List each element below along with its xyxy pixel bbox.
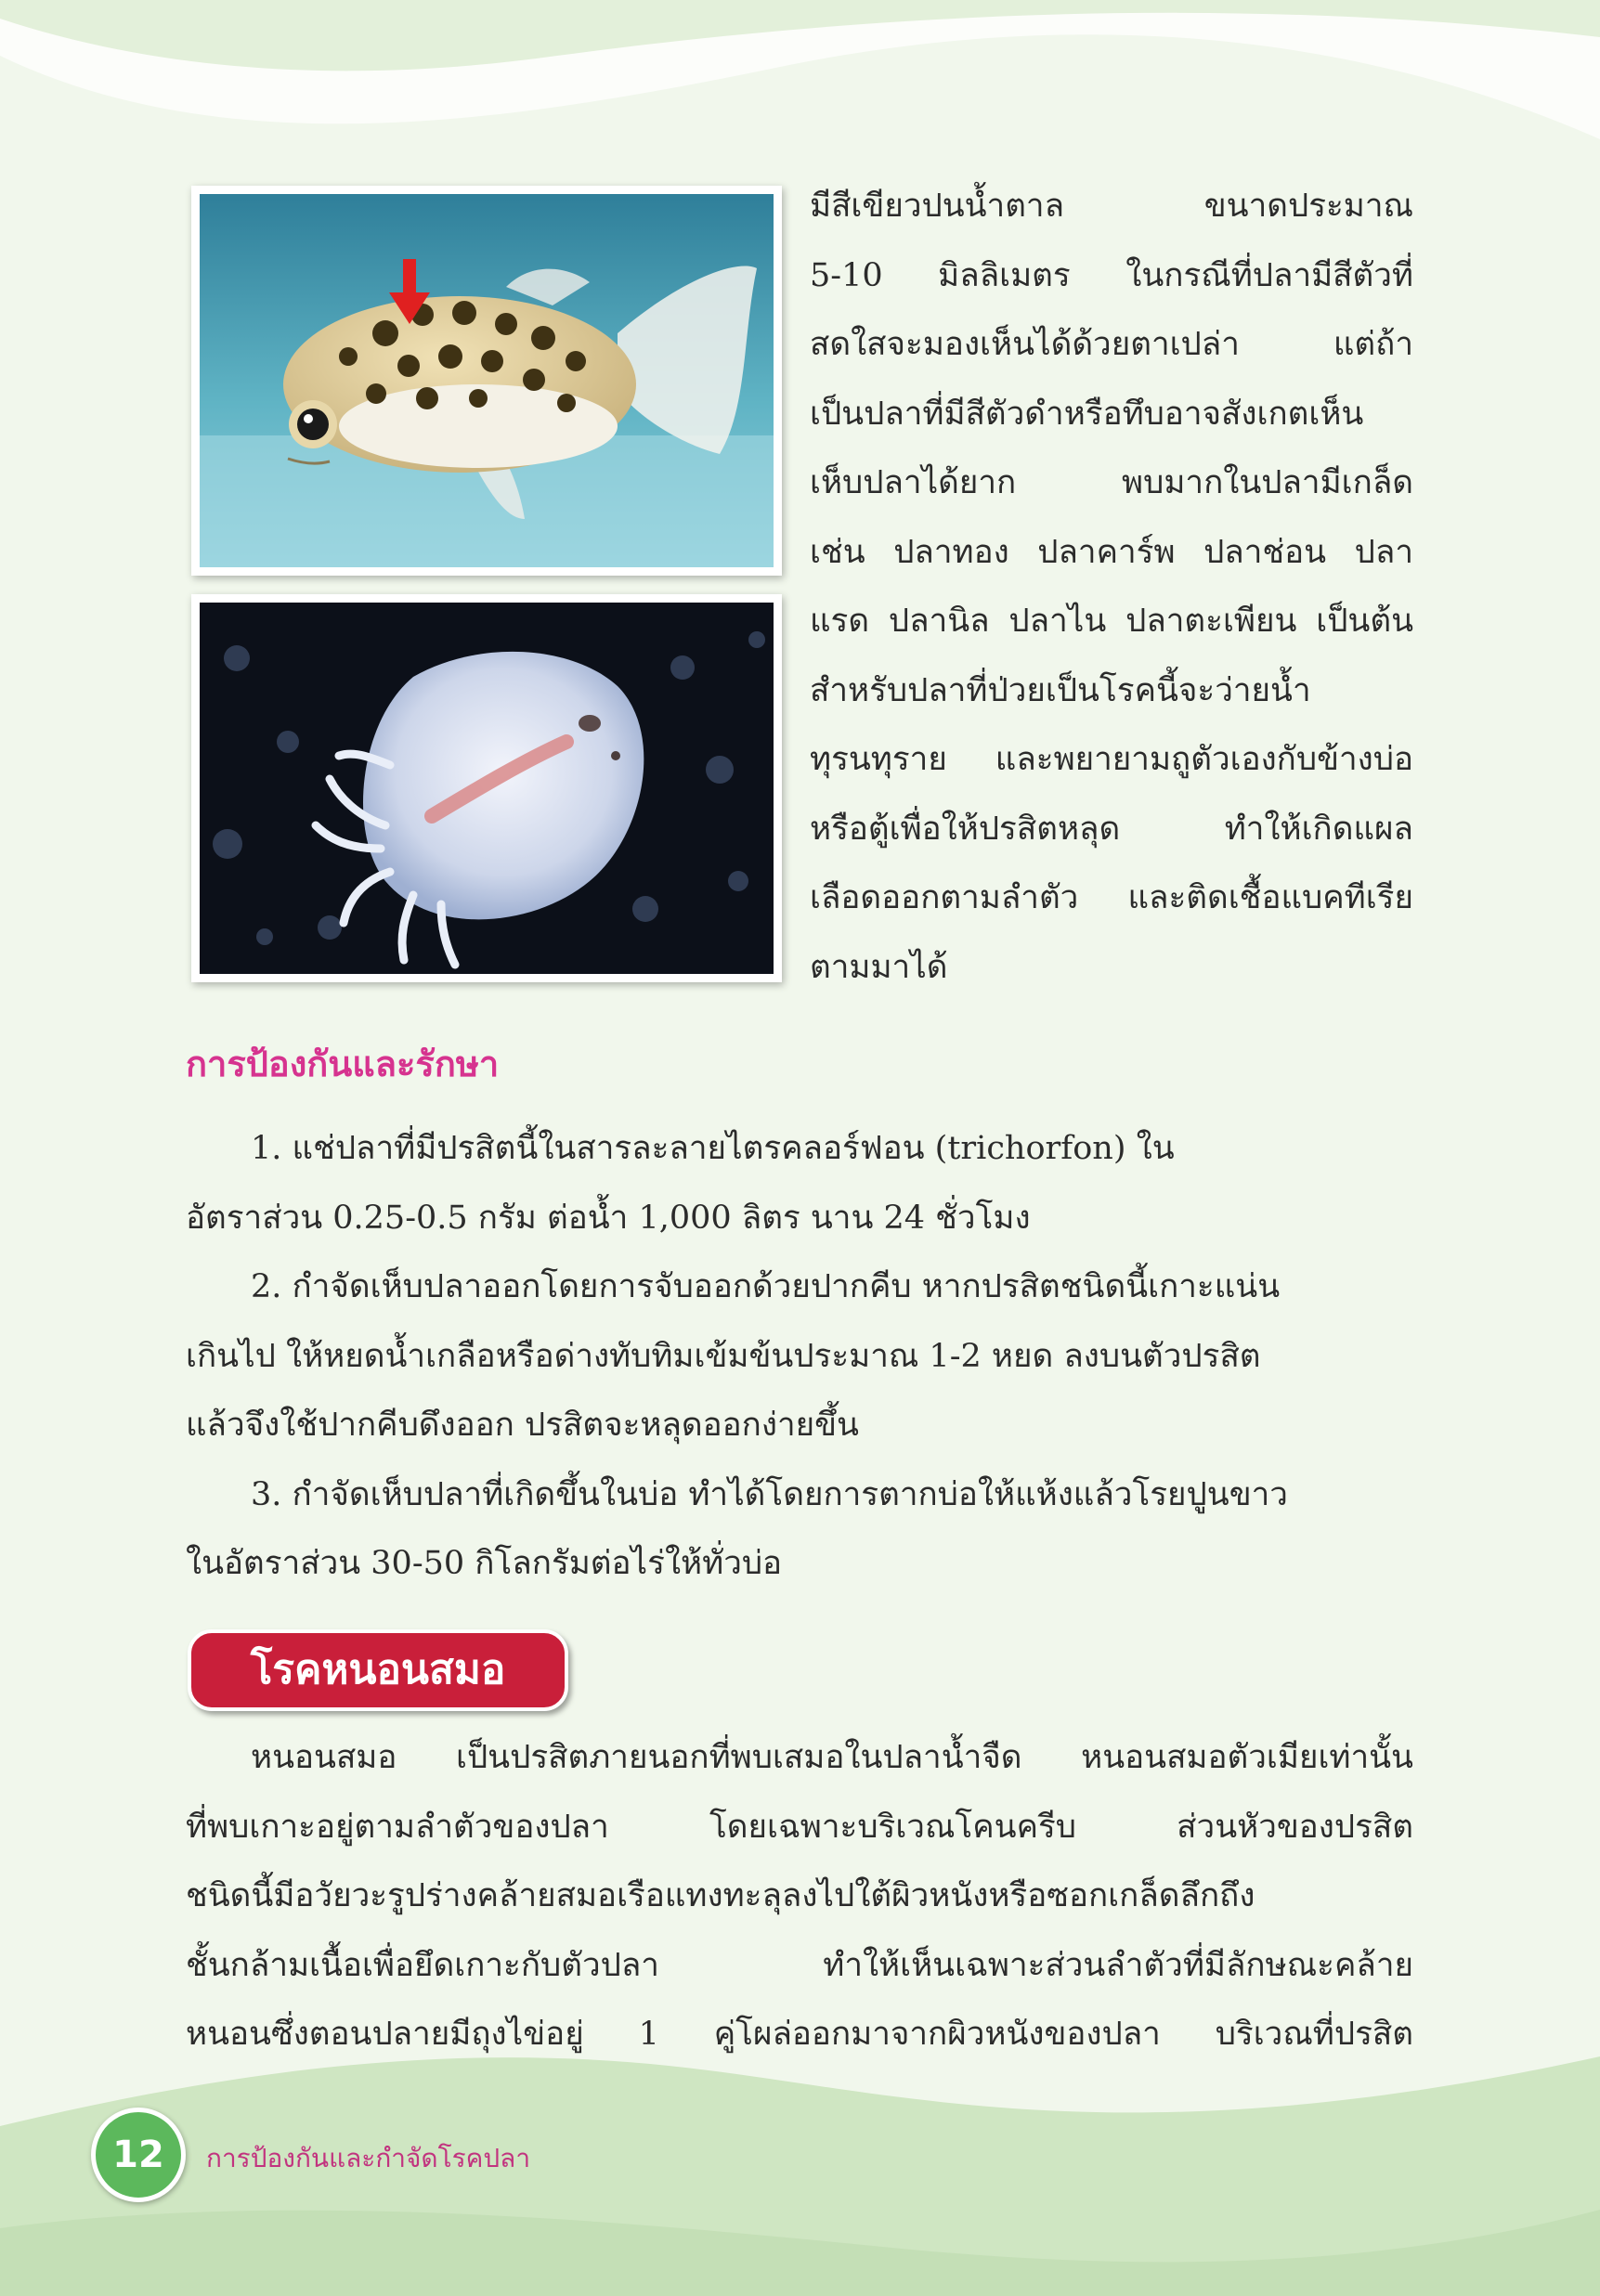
side-line: ตามมาได้	[810, 948, 948, 986]
disease-line: ชนิดนี้มีอวัยวะรูปร่างคล้ายสมอเรือแทงทะลุลงไปใต้ผิวหนังหรือซอกเกล็ดลึกถึง	[186, 1877, 1255, 1914]
disease-line: ชั้นกล้ามเนื้อเพื่อยึดเกาะกับตัวปลา ทำให้เห็นเฉพาะส่วนลำตัวที่มีลักษณะคล้าย	[186, 1946, 1413, 1984]
parasite-image	[200, 603, 774, 974]
photo-pufferfish	[191, 186, 782, 576]
side-line: ทุรนทุราย และพยายามถูตัวเองกับข้างบ่อ	[810, 741, 1413, 778]
disease-title-badge: โรคหนอนสมอ	[188, 1629, 568, 1711]
photo-parasite	[191, 594, 782, 982]
side-paragraph	[810, 172, 1413, 1002]
side-line: หรือตู้เพื่อให้ปรสิตหลุด ทำให้เกิดแผล	[810, 810, 1413, 848]
step-line: 2. กำจัดเห็บปลาออกโดยการจับออกด้วยปากคีบ หากปรสิตชนิดนี้เกาะแน่น	[251, 1268, 1281, 1305]
prevention-heading: การป้องกันและรักษา	[186, 1044, 500, 1084]
footer-book-title: การป้องกันและกำจัดโรคปลา	[206, 2143, 531, 2173]
side-line: เช่น ปลาทอง ปลาคาร์พ ปลาช่อน ปลา	[810, 533, 1413, 571]
step-line: 1. แช่ปลาที่มีปรสิตนี้ในสารละลายไตรคลอร์ฟอน (trichorfon) ใน	[251, 1130, 1175, 1167]
pufferfish-image	[200, 194, 774, 567]
step-line: แล้วจึงใช้ปากคีบดึงออก ปรสิตจะหลุดออกง่ายขึ้น	[186, 1407, 859, 1444]
step-line: ในอัตราส่วน 30-50 กิโลกรัมต่อไร่ให้ทั่วบ่อ	[186, 1545, 783, 1582]
prevention-steps	[186, 1114, 1413, 1599]
side-line: สำหรับปลาที่ป่วยเป็นโรคนี้จะว่ายน้ำ	[810, 671, 1311, 709]
side-line: 5-10 มิลลิเมตร ในกรณีที่ปลามีสีตัวที่	[810, 256, 1413, 294]
step-line: 3. กำจัดเห็บปลาที่เกิดขึ้นในบ่อ ทำได้โดยการตากบ่อให้แห้งแล้วโรยปูนขาว	[251, 1475, 1288, 1513]
step-line: อัตราส่วน 0.25-0.5 กรัม ต่อน้ำ 1,000 ลิตร นาน 24 ชั่วโมง	[186, 1199, 1031, 1237]
side-line: เลือดออกตามลำตัว และติดเชื้อแบคทีเรีย	[810, 879, 1413, 916]
side-line: เห็บปลาได้ยาก พบมากในปลามีเกล็ด	[810, 464, 1413, 501]
disease-line: หนอนสมอ เป็นปรสิตภายนอกที่พบเสมอในปลาน้ำจืด หนอนสมอตัวเมียเท่านั้น	[251, 1739, 1413, 1776]
side-line: มีสีเขียวปนน้ำตาล ขนาดประมาณ	[810, 188, 1413, 225]
page-number-badge: 12	[91, 2108, 186, 2202]
side-line: เป็นปลาที่มีสีตัวดำหรือทึบอาจสังเกตเห็น	[810, 395, 1364, 433]
disease-line: หนอนซึ่งตอนปลายมีถุงไข่อยู่ 1 คู่โผล่ออกมาจากผิวหนังของปลา บริเวณที่ปรสิต	[186, 2016, 1413, 2053]
disease-paragraph	[186, 1723, 1413, 2069]
side-line: แรด ปลานิล ปลาไน ปลาตะเพียน เป็นต้น	[810, 603, 1413, 640]
side-line: สดใสจะมองเห็นได้ด้วยตาเปล่า แต่ถ้า	[810, 326, 1413, 363]
step-line: เกินไป ให้หยดน้ำเกลือหรือด่างทับทิมเข้มข้นประมาณ 1-2 หยด ลงบนตัวปรสิต	[186, 1337, 1261, 1375]
disease-line: ที่พบเกาะอยู่ตามลำตัวของปลา โดยเฉพาะบริเวณโคนครีบ ส่วนหัวของปรสิต	[186, 1808, 1413, 1846]
